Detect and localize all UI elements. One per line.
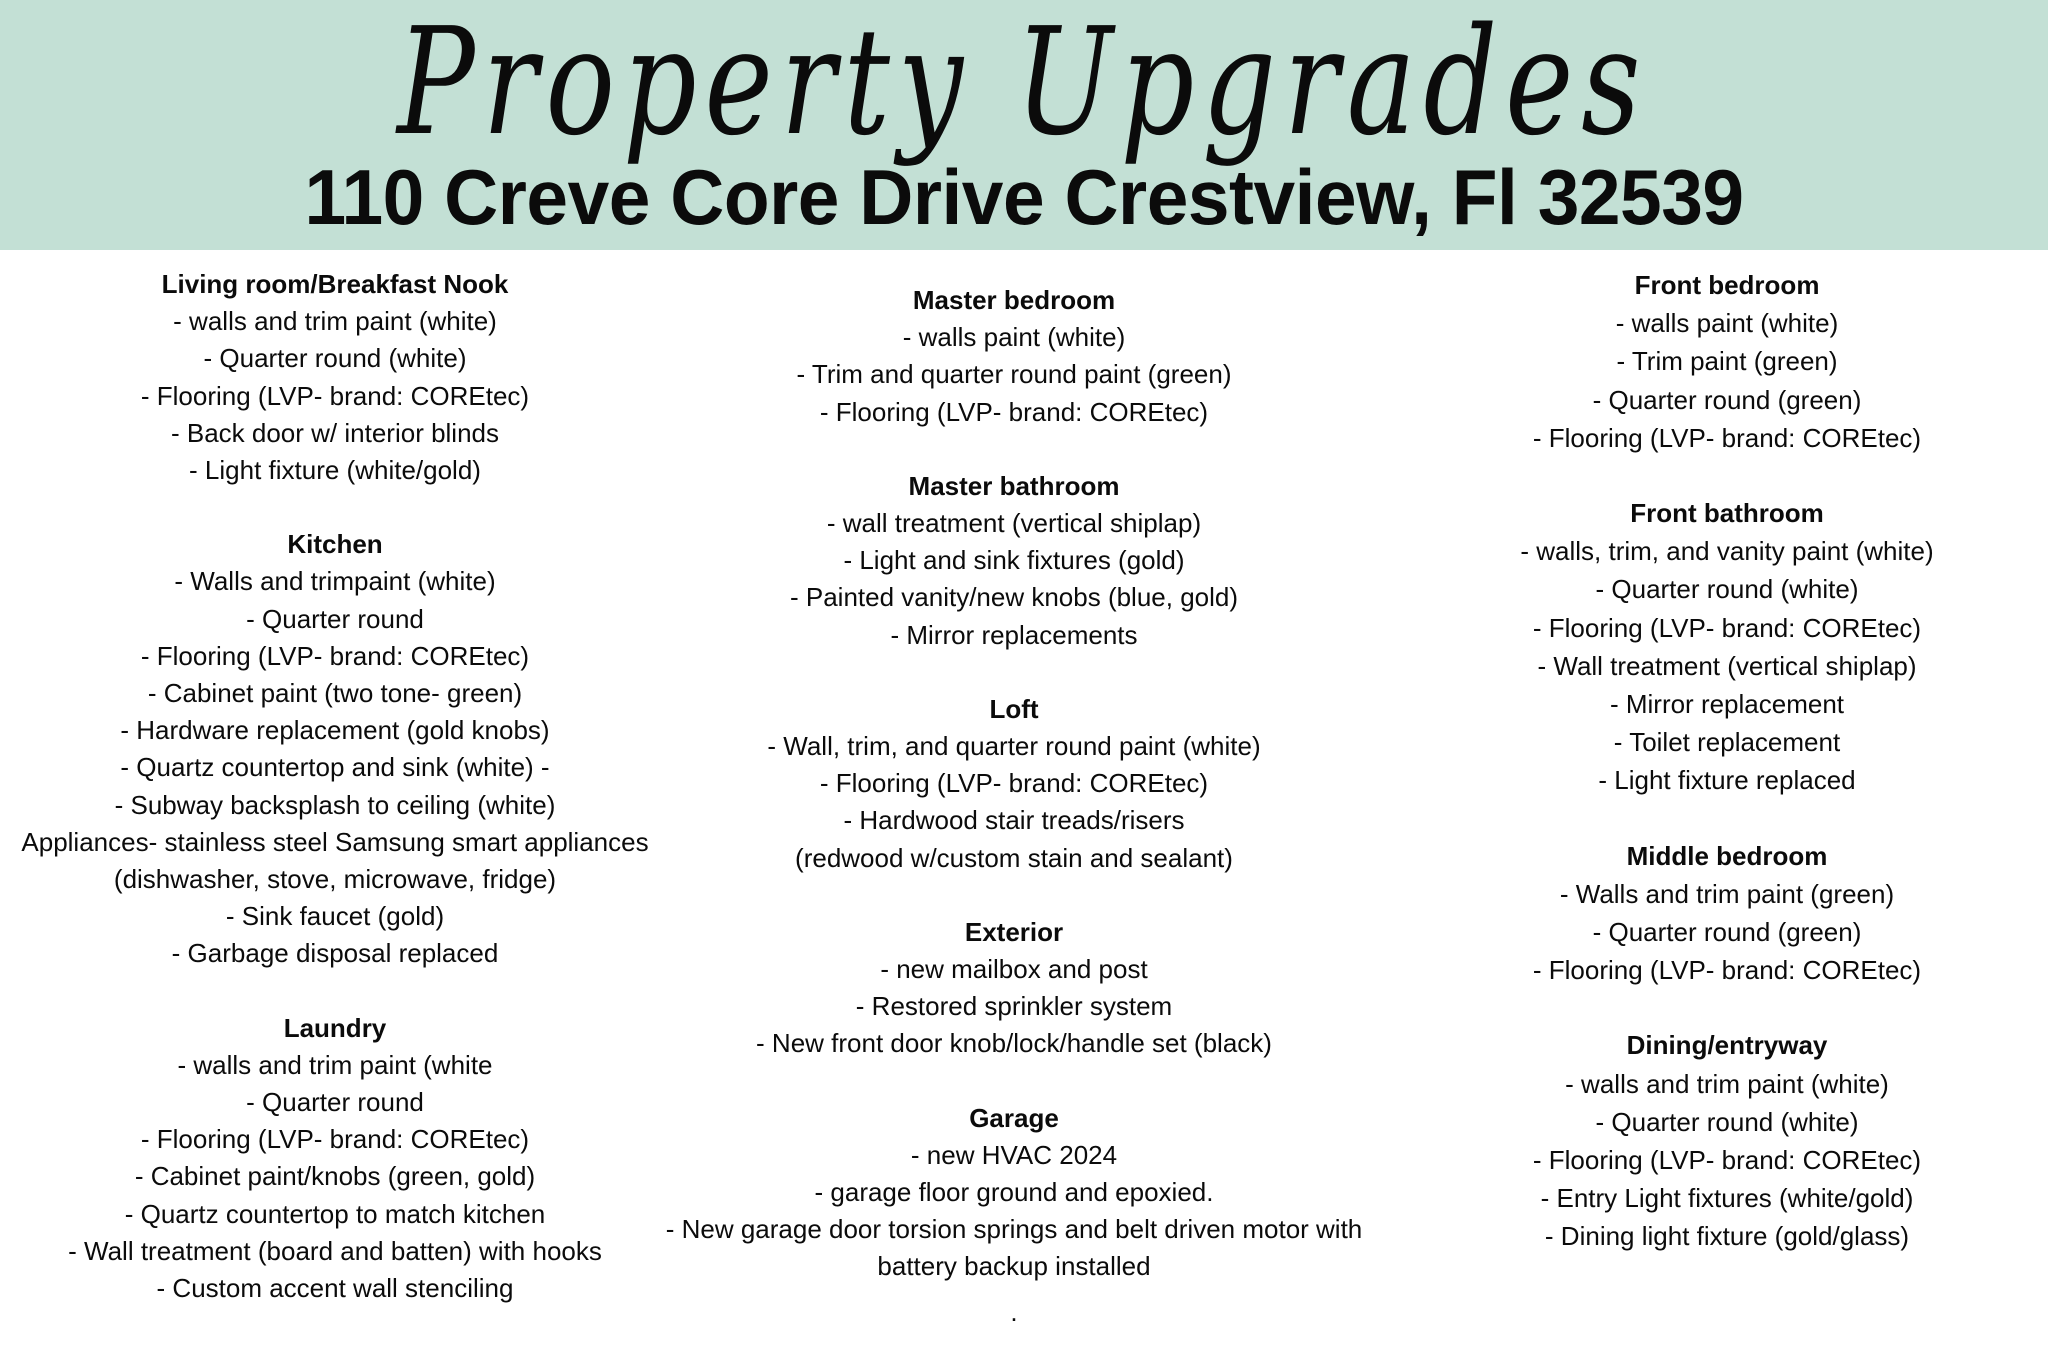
list-item: - walls, trim, and vanity paint (white) xyxy=(1520,536,1934,567)
list-item: - walls paint (white) xyxy=(1615,308,1839,339)
list-item: - walls and trim paint (white) xyxy=(173,306,497,337)
list-item: - new mailbox and post xyxy=(880,954,1148,985)
page-title: Property Upgrades xyxy=(397,0,1649,168)
list-item: - Quarter round (green) xyxy=(1592,917,1862,948)
list-item: - Walls and trim paint (green) xyxy=(1559,878,1895,909)
right-column xyxy=(1452,266,2002,1293)
list-item: - Flooring (LVP- brand: COREtec) xyxy=(819,768,1209,799)
list-item: - Restored sprinkler system xyxy=(855,991,1173,1022)
list-item: battery backup installed xyxy=(877,1251,1151,1282)
section-exterior xyxy=(614,914,1414,1063)
section-title: Garage xyxy=(969,1102,1059,1133)
list-item: (dishwasher, stove, microwave, fridge) xyxy=(113,864,557,895)
list-item: - Flooring (LVP- brand: COREtec) xyxy=(1532,955,1922,986)
list-item: - Wall, trim, and quarter round paint (white) xyxy=(767,731,1261,762)
list-item: - Quarter round xyxy=(246,1087,424,1118)
section-master-bedroom xyxy=(614,282,1414,431)
section-living-room xyxy=(0,266,670,489)
header-banner xyxy=(0,0,2048,250)
property-address: 110 Creve Core Drive Crestview, Fl 32539 xyxy=(304,153,1744,241)
section-laundry xyxy=(0,1010,670,1308)
list-item: - Hardware replacement (gold knobs) xyxy=(120,715,550,746)
list-item: - Quarter round (white) xyxy=(203,343,467,374)
list-item: - Back door w/ interior blinds xyxy=(170,417,500,448)
section-title: Dining/entryway xyxy=(1626,1030,1828,1061)
list-item: Appliances- stainless steel Samsung smart appliances xyxy=(21,826,649,857)
list-item: - Quarter round xyxy=(246,603,424,634)
list-item: - Quarter round (green) xyxy=(1592,384,1862,415)
list-item: - Flooring (LVP- brand: COREtec) xyxy=(140,640,530,671)
list-item: - Flooring (LVP- brand: COREtec) xyxy=(1532,422,1922,453)
section-title: Laundry xyxy=(283,1012,387,1043)
list-item: - Light fixture replaced xyxy=(1598,765,1856,796)
list-item: - Dining light fixture (gold/glass) xyxy=(1544,1221,1910,1252)
list-item: - Quarter round (white) xyxy=(1595,1106,1859,1137)
list-item: - Flooring (LVP- brand: COREtec) xyxy=(1532,612,1922,643)
section-title: Kitchen xyxy=(287,529,383,560)
list-item: - Trim and quarter round paint (green) xyxy=(796,359,1232,390)
list-item: - Cabinet paint/knobs (green, gold) xyxy=(134,1161,536,1192)
list-item: - new HVAC 2024 xyxy=(910,1139,1118,1170)
list-item: - garage floor ground and epoxied. xyxy=(814,1177,1214,1208)
list-item: - New front door knob/lock/handle set (black) xyxy=(756,1028,1272,1059)
section-title: Living room/Breakfast Nook xyxy=(161,269,509,299)
list-item: - Mirror replacements xyxy=(890,619,1138,650)
section-kitchen xyxy=(0,526,670,972)
section-master-bathroom xyxy=(614,468,1414,654)
list-item: - Mirror replacement xyxy=(1609,689,1845,720)
list-item: - Walls and trimpaint (white) xyxy=(174,566,496,597)
list-item: - wall treatment (vertical shiplap) xyxy=(826,508,1202,539)
list-item: - Wall treatment (board and batten) with hooks xyxy=(68,1235,602,1266)
list-item: - walls and trim paint (white) xyxy=(1565,1068,1889,1099)
list-item: - Light and sink fixtures (gold) xyxy=(843,545,1185,576)
section-title: Master bedroom xyxy=(912,285,1116,315)
list-item: - Trim paint (green) xyxy=(1616,346,1838,377)
list-item: - Toilet replacement xyxy=(1613,727,1841,758)
section-dining-entryway xyxy=(1452,1026,2002,1255)
list-item: - Entry Light fixtures (white/gold) xyxy=(1540,1183,1914,1214)
section-loft xyxy=(614,691,1414,877)
list-item: - Sink faucet (gold) xyxy=(225,901,445,932)
section-middle-bedroom xyxy=(1452,837,2002,990)
section-garage xyxy=(614,1100,1414,1331)
list-item: - walls and trim paint (white xyxy=(177,1049,493,1080)
list-item: - New garage door torsion springs and belt driven motor with xyxy=(665,1214,1363,1245)
list-item: - Flooring (LVP- brand: COREtec) xyxy=(140,380,530,411)
section-front-bathroom xyxy=(1452,494,2002,800)
list-item: - Quarter round (white) xyxy=(1595,574,1859,605)
list-item: - Hardwood stair treads/risers xyxy=(843,805,1185,836)
list-item: - Subway backsplash to ceiling (white) xyxy=(114,789,556,820)
list-item: - Flooring (LVP- brand: COREtec) xyxy=(140,1124,530,1155)
list-item: - Painted vanity/new knobs (blue, gold) xyxy=(789,582,1239,613)
section-title: Front bathroom xyxy=(1630,498,1824,529)
list-item: - Quartz countertop and sink (white) - xyxy=(120,752,550,783)
list-item: - Flooring (LVP- brand: COREtec) xyxy=(1532,1145,1922,1176)
list-item: - Garbage disposal replaced xyxy=(171,938,499,969)
list-item: - Cabinet paint (two tone- green) xyxy=(147,678,523,709)
section-title: Loft xyxy=(989,693,1039,724)
trailing-dot: . xyxy=(1010,1296,1018,1327)
list-item: - Quartz countertop to match kitchen xyxy=(124,1198,546,1229)
section-title: Front bedroom xyxy=(1634,270,1820,300)
section-title: Middle bedroom xyxy=(1626,840,1828,871)
section-title: Master bathroom xyxy=(908,470,1120,501)
list-item: - Wall treatment (vertical shiplap) xyxy=(1537,650,1917,681)
list-item: - Light fixture (white/gold) xyxy=(189,455,481,486)
list-item: (redwood w/custom stain and sealant) xyxy=(795,842,1233,873)
left-column xyxy=(0,266,670,1344)
middle-column xyxy=(614,282,1414,1368)
section-front-bedroom xyxy=(1452,266,2002,457)
list-item: - Custom accent wall stenciling xyxy=(156,1273,514,1304)
section-title: Exterior xyxy=(964,916,1064,947)
list-item: - walls paint (white) xyxy=(902,322,1126,353)
list-item: - Flooring (LVP- brand: COREtec) xyxy=(819,396,1209,427)
